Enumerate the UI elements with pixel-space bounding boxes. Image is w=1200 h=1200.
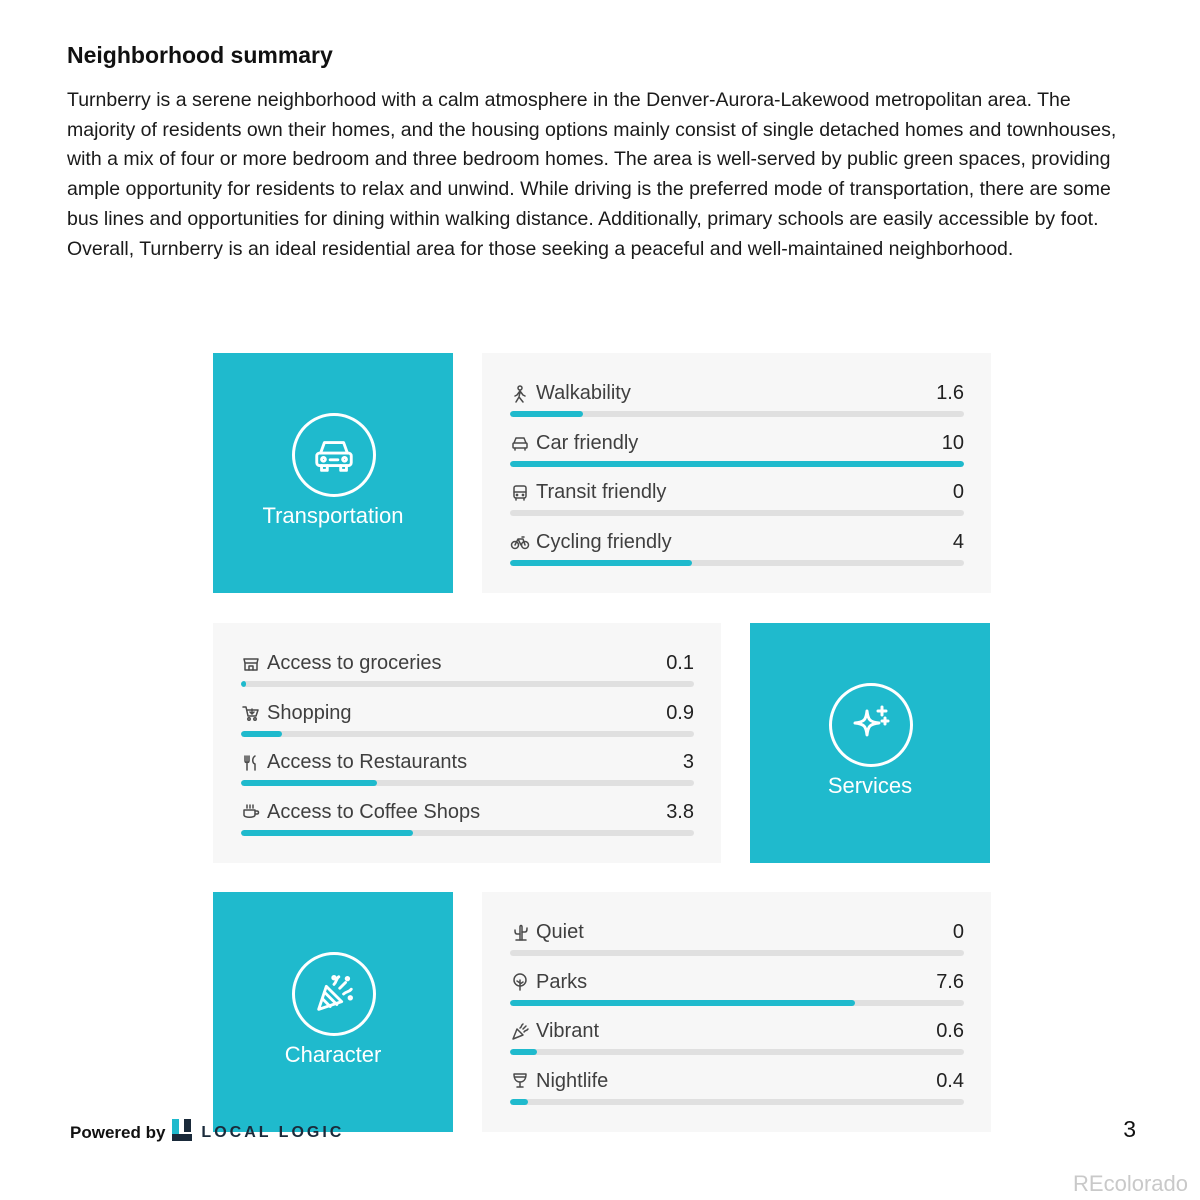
transportation-row-cycling-friendly bbox=[510, 530, 964, 580]
score-bar-fill bbox=[510, 411, 583, 417]
character-row-quiet bbox=[510, 920, 964, 970]
car-small-icon bbox=[510, 433, 536, 453]
score-bar-fill bbox=[241, 681, 246, 687]
party-popper-small-icon bbox=[510, 1022, 536, 1042]
score-label bbox=[241, 702, 352, 725]
powered-by bbox=[70, 1118, 344, 1147]
transportation-title: Transportation bbox=[262, 503, 404, 528]
score-label bbox=[510, 481, 666, 504]
score-bar-track bbox=[241, 830, 694, 836]
score-label-text: Vibrant bbox=[536, 1020, 600, 1042]
score-bar-fill bbox=[510, 1099, 528, 1105]
score-label bbox=[241, 801, 480, 824]
party-popper-icon bbox=[292, 952, 376, 1036]
score-bar-track bbox=[510, 461, 964, 467]
score-value: 0.4 bbox=[936, 1069, 964, 1092]
powered-by-label: Powered by bbox=[70, 1122, 166, 1142]
score-label bbox=[241, 652, 442, 675]
score-bar-track bbox=[510, 560, 964, 566]
transportation-row-walkability bbox=[510, 381, 964, 431]
score-value: 0.6 bbox=[936, 1020, 964, 1042]
character-row-vibrant bbox=[510, 1019, 964, 1069]
score-label-text: Quiet bbox=[536, 921, 584, 943]
score-bar-track bbox=[510, 411, 964, 417]
score-label-text: Access to groceries bbox=[267, 652, 442, 674]
score-value: 0.1 bbox=[666, 652, 694, 674]
character-row-parks bbox=[510, 970, 964, 1020]
services-row-access-to-coffee-shops bbox=[241, 800, 694, 850]
score-bar-fill bbox=[241, 780, 377, 786]
transportation-row-transit-friendly bbox=[510, 480, 964, 530]
score-bar-track bbox=[510, 950, 964, 956]
score-bar-fill bbox=[241, 830, 413, 836]
score-bar-fill bbox=[241, 731, 282, 737]
score-value: 7.6 bbox=[936, 970, 964, 993]
page-title: Neighborhood summary bbox=[67, 42, 333, 68]
store-icon bbox=[241, 654, 267, 674]
cactus-icon bbox=[510, 923, 536, 943]
score-label-text: Parks bbox=[536, 970, 588, 993]
score-label-text: Cycling friendly bbox=[536, 530, 672, 553]
services-row-shopping bbox=[241, 701, 694, 751]
score-label-text: Access to Coffee Shops bbox=[267, 800, 481, 823]
character-row-nightlife bbox=[510, 1069, 964, 1119]
score-label-text: Nightlife bbox=[536, 1069, 609, 1092]
transportation-tile bbox=[213, 353, 453, 593]
score-value: 0.9 bbox=[666, 701, 694, 724]
transportation-panel bbox=[482, 353, 991, 593]
score-bar-track bbox=[241, 681, 694, 687]
sparkle-icon bbox=[829, 683, 913, 767]
score-value: 3.8 bbox=[666, 800, 694, 823]
score-bar-fill bbox=[510, 560, 692, 566]
score-value: 1.6 bbox=[936, 382, 964, 404]
score-label bbox=[241, 751, 467, 774]
cart-icon bbox=[241, 703, 267, 723]
score-label bbox=[510, 432, 638, 455]
score-value: 0 bbox=[952, 921, 964, 943]
services-row-access-to-restaurants bbox=[241, 750, 694, 800]
score-value: 4 bbox=[952, 530, 964, 553]
local-logic-logo-icon bbox=[171, 1118, 193, 1147]
score-value: 0 bbox=[952, 481, 964, 503]
services-row-access-to-groceries bbox=[241, 651, 694, 701]
cocktail-glass-icon bbox=[510, 1071, 536, 1091]
summary-paragraph: Turnberry is a serene neighborhood with a calm atmosphere in the Denver-Aurora-Lakewood metropolitan area. The majority of residents own their homes, and the housing options mainly consist of single detached homes and townhouses, with a mix of four or more bedroom and three bedroom homes. The area is well-served by public green spaces, providing ample opportunity for residents to relax and unwind. While driving is the preferred mode of transportation, there are some bus lines and opportunities for dining within walking distance. Additionally, primary schools are easily accessible by foot. Overall, Turnberry is an ideal residential area for those seeking a peaceful and well-maintained neighborhood. bbox=[67, 89, 1117, 260]
score-bar-track bbox=[241, 731, 694, 737]
transportation-row-car-friendly bbox=[510, 431, 964, 481]
watermark: REcolorado bbox=[1073, 1171, 1188, 1196]
score-label bbox=[510, 971, 587, 994]
character-panel bbox=[482, 892, 991, 1132]
score-label bbox=[510, 382, 631, 405]
tree-icon bbox=[510, 972, 536, 992]
score-bar-track bbox=[510, 510, 964, 516]
score-label-text: Access to Restaurants bbox=[267, 751, 468, 773]
score-value: 3 bbox=[682, 751, 694, 773]
car-icon bbox=[292, 413, 376, 497]
score-bar-track bbox=[510, 1000, 964, 1006]
services-title: Services bbox=[827, 773, 913, 798]
score-label-text: Transit friendly bbox=[536, 481, 667, 503]
score-label bbox=[510, 1020, 599, 1043]
score-label-text: Walkability bbox=[536, 382, 631, 404]
score-label-text: Shopping bbox=[267, 701, 352, 724]
score-bar-fill bbox=[510, 1049, 537, 1055]
score-value: 10 bbox=[941, 431, 964, 454]
score-label bbox=[510, 1070, 608, 1093]
utensils-icon bbox=[241, 753, 267, 773]
score-bar-track bbox=[510, 1049, 964, 1055]
bus-icon bbox=[510, 483, 536, 503]
brand-name: LOCAL LOGIC bbox=[201, 1123, 345, 1141]
services-tile bbox=[750, 623, 990, 863]
walking-person-icon bbox=[510, 384, 536, 404]
character-title: Character bbox=[284, 1042, 382, 1067]
bicycle-icon bbox=[510, 532, 536, 552]
page-number: 3 bbox=[1123, 1116, 1136, 1142]
score-bar-fill bbox=[510, 461, 964, 467]
services-panel bbox=[213, 623, 721, 863]
score-bar-track bbox=[510, 1099, 964, 1105]
score-label bbox=[510, 921, 584, 944]
score-label bbox=[510, 531, 672, 554]
score-bar-track bbox=[241, 780, 694, 786]
score-label-text: Car friendly bbox=[536, 431, 639, 454]
coffee-cup-icon bbox=[241, 802, 267, 822]
character-tile bbox=[213, 892, 453, 1132]
score-bar-fill bbox=[510, 1000, 855, 1006]
